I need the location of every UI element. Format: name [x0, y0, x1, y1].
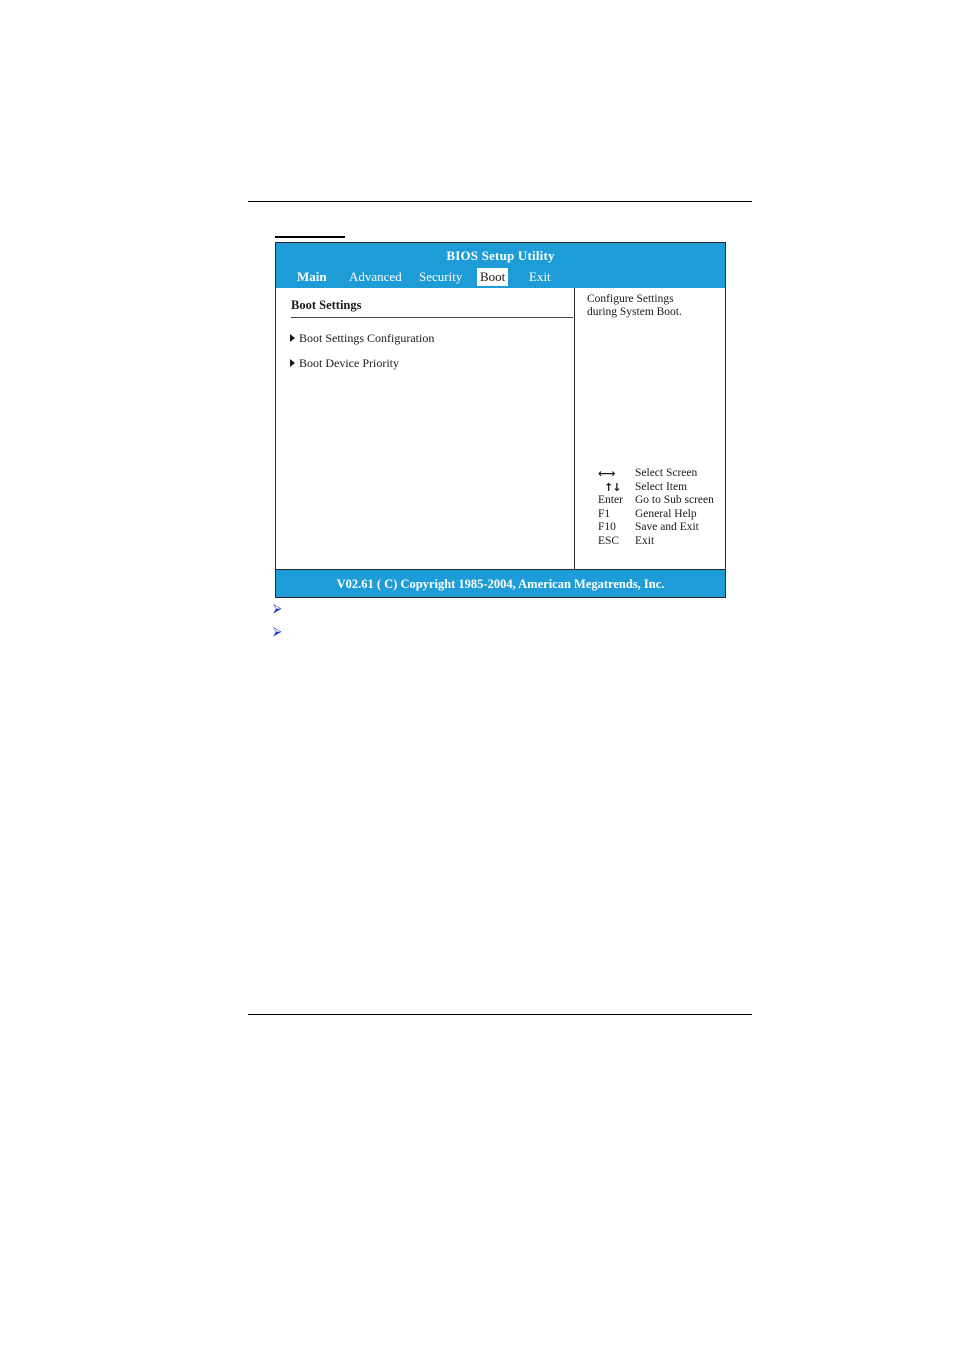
key-label: ESC — [598, 534, 620, 547]
panel-divider — [574, 288, 575, 569]
tab-main[interactable]: Main — [297, 269, 327, 284]
key-description: General Help — [635, 507, 697, 520]
bios-body — [276, 288, 725, 569]
key-description: Exit — [635, 534, 655, 547]
page-bottom-rule — [248, 1014, 752, 1015]
menu-item-label: Boot Settings Configuration — [299, 331, 435, 345]
key-description: Go to Sub screen — [635, 494, 714, 507]
menu-item-boot-settings-configuration[interactable] — [290, 331, 434, 346]
tab-security[interactable]: Security — [419, 269, 463, 284]
key-label: F10 — [598, 521, 616, 534]
bullet-arrow-icon: ⮚ — [273, 624, 282, 638]
page-top-rule — [248, 201, 752, 202]
help-line-2: during System Boot. — [587, 306, 682, 318]
section-title: Boot Settings — [291, 298, 362, 312]
tab-advanced[interactable]: Advanced — [349, 269, 402, 284]
left-right-arrows-icon: ←→ — [598, 467, 615, 480]
key-label: F1 — [598, 507, 611, 520]
menu-item-label: Boot Device Priority — [299, 356, 399, 370]
key-description: Select Item — [635, 480, 688, 493]
help-line-1: Configure Settings — [587, 293, 674, 305]
up-down-arrows-icon: ↑↓ — [604, 480, 621, 494]
tab-exit[interactable]: Exit — [529, 269, 551, 284]
key-description: Select Screen — [635, 467, 698, 479]
heading-underline — [275, 236, 345, 238]
bios-footer-copyright: V02.61 ( C) Copyright 1985-2004, American Megatrends, Inc. — [276, 569, 725, 597]
menu-item-boot-device-priority[interactable] — [290, 356, 399, 371]
bios-tab-bar — [276, 267, 725, 288]
key-description: Save and Exit — [635, 521, 699, 534]
bios-title: BIOS Setup Utility — [276, 243, 725, 267]
key-label: Enter — [598, 494, 623, 507]
help-panel — [587, 293, 722, 319]
bullet-arrow-icon: ⮚ — [273, 601, 282, 615]
bios-setup-window — [275, 242, 726, 598]
tab-boot[interactable]: Boot — [477, 268, 508, 286]
section-divider — [291, 317, 573, 318]
submenu-arrow-icon — [290, 359, 295, 367]
submenu-arrow-icon — [290, 334, 295, 342]
